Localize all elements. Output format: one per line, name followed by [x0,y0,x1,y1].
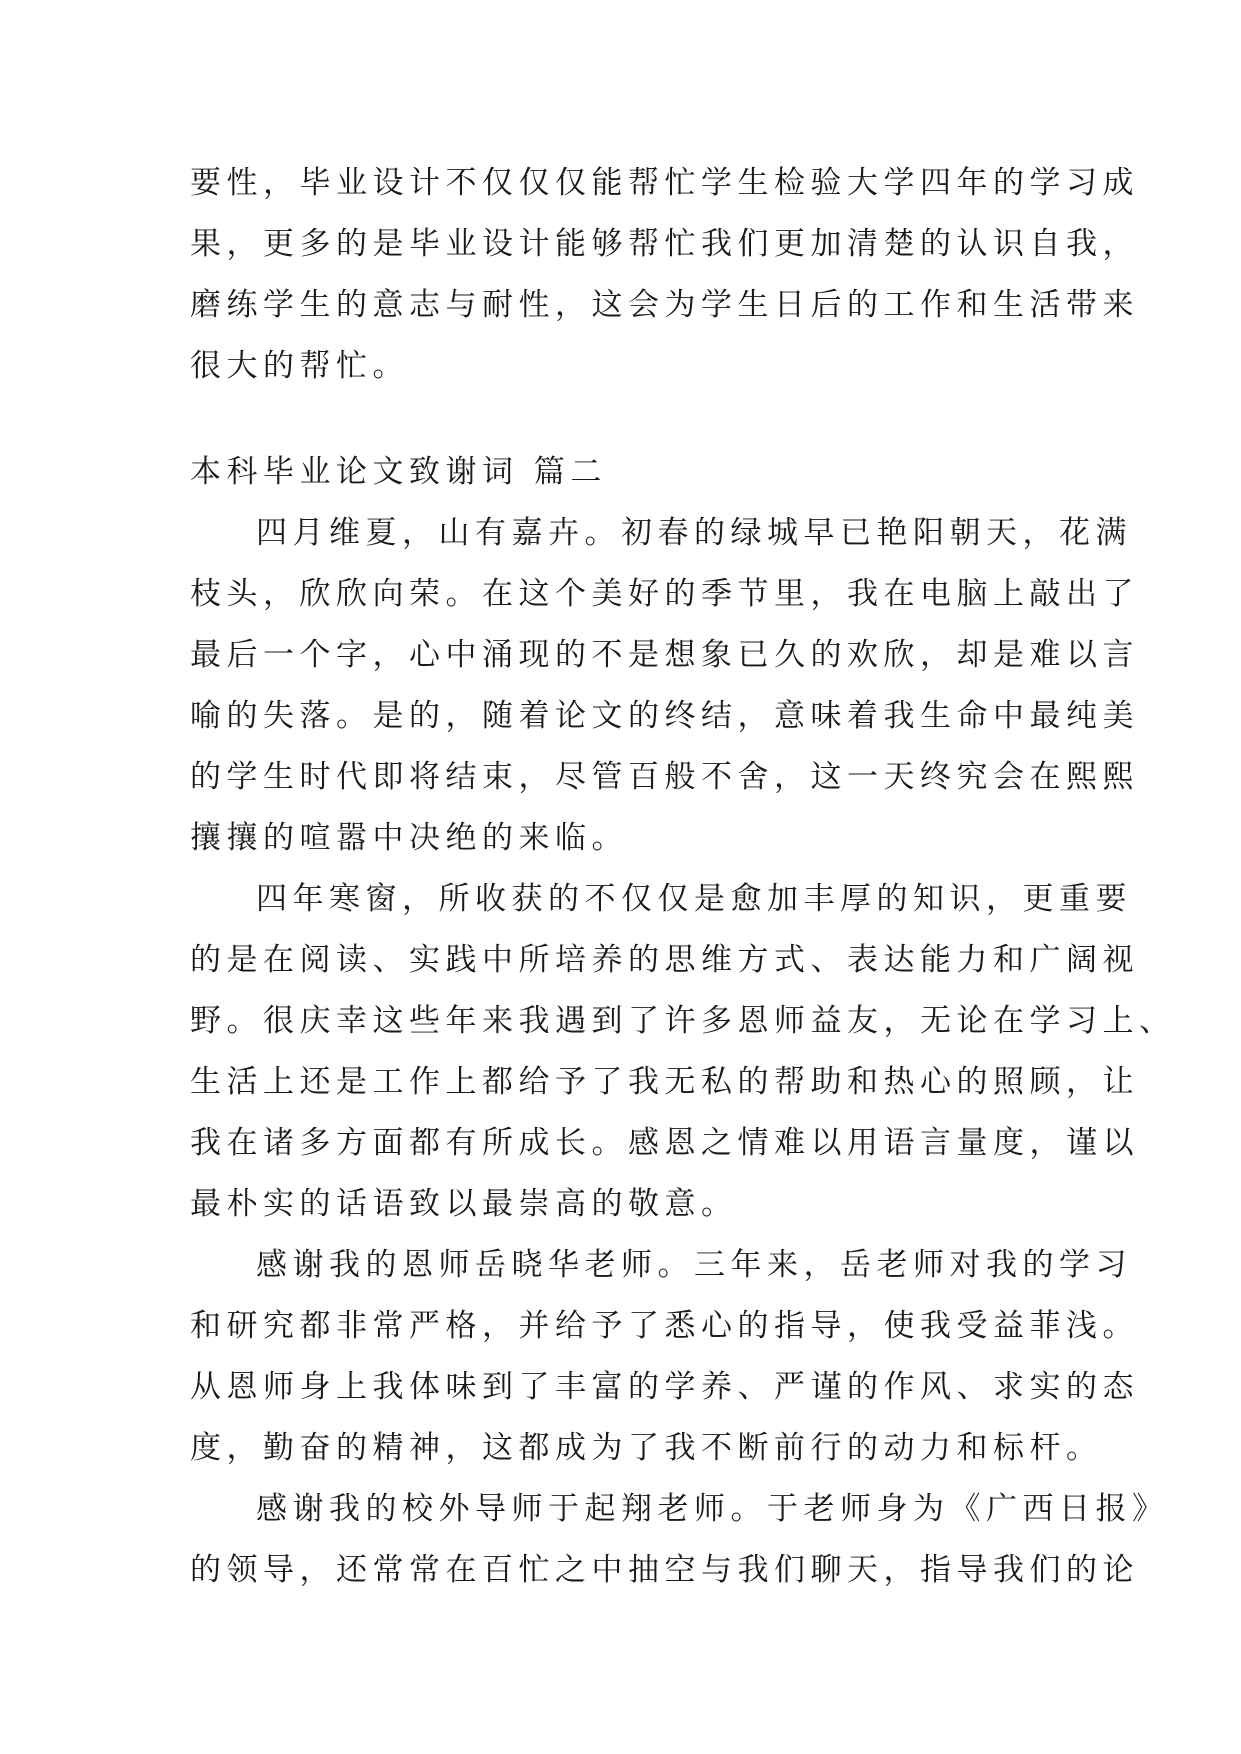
paragraph-2 [190,869,1176,1235]
paragraph-4 [190,1479,1169,1601]
paragraph-line: 的学生时代即将结束，尽管百般不舍，这一天终究会在熙熙 [190,759,1139,795]
paragraph-line: 果，更多的是毕业设计能够帮忙我们更加清楚的认识自我， [190,226,1139,262]
paragraph-line: 的领导，还常常在百忙之中抽空与我们聊天，指导我们的论 [190,1552,1139,1588]
paragraph-line: 最后一个字，心中涌现的不是想象已久的欢欣，却是难以言 [190,637,1139,673]
intro-paragraph [190,153,1139,397]
paragraph-line: 的是在阅读、实践中所培养的思维方式、表达能力和广阔视 [190,942,1139,978]
section-heading-block [190,442,1060,503]
paragraph-line: 磨练学生的意志与耐性，这会为学生日后的工作和生活带来 [190,287,1139,323]
paragraph-line: 要性，毕业设计不仅仅仅能帮忙学生检验大学四年的学习成 [190,165,1139,201]
paragraph-line: 度，勤奋的精神，这都成为了我不断前行的动力和标杆。 [190,1430,1103,1466]
paragraph-line: 从恩师身上我体味到了丰富的学养、严谨的作风、求实的态 [190,1369,1139,1405]
paragraph-3 [190,1235,1139,1479]
paragraph-line: 枝头，欣欣向荣。在这个美好的季节里，我在电脑上敲出了 [190,576,1139,612]
paragraph-line: 和研究都非常严格，并给予了悉心的指导，使我受益菲浅。 [190,1308,1139,1344]
paragraph-line: 很大的帮忙。 [190,348,409,384]
paragraph-line: 最朴实的话语致以最崇高的敬意。 [190,1186,738,1222]
paragraph-line: 我在诸多方面都有所成长。感恩之情难以用语言量度，谨以 [190,1125,1139,1161]
paragraph-line: 四年寒窗，所收获的不仅仅是愈加丰厚的知识，更重要 [256,881,1132,917]
paragraph-line: 生活上还是工作上都给予了我无私的帮助和热心的照顾，让 [190,1064,1139,1100]
paragraph-line: 四月维夏，山有嘉卉。初春的绿城早已艳阳朝天，花满 [256,515,1132,551]
paragraph-1 [190,503,1139,869]
paragraph-line: 喻的失落。是的，随着论文的终结，意味着我生命中最纯美 [190,698,1139,734]
paragraph-line: 感谢我的校外导师于起翔老师。于老师身为《广西日报》 [256,1491,1169,1527]
paragraph-line: 感谢我的恩师岳晓华老师。三年来，岳老师对我的学习 [256,1247,1132,1283]
paragraph-line: 攘攘的喧嚣中决绝的来临。 [190,820,628,856]
section-heading: 本科毕业论文致谢词 篇二 [190,454,607,490]
paragraph-line: 野。很庆幸这些年来我遇到了许多恩师益友，无论在学习上、 [190,1003,1176,1039]
